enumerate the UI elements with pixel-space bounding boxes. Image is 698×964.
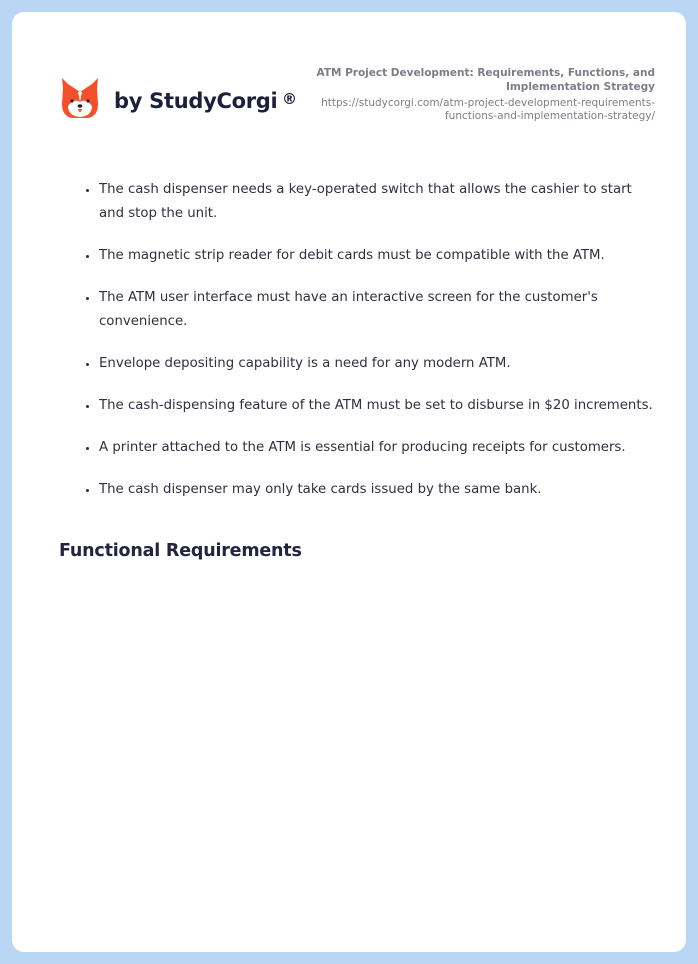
document-meta: [295, 66, 655, 123]
studycorgi-logo[interactable]: [60, 76, 297, 120]
list-item: • A printer attached to the ATM is essential for producing receipts for customers.: [99, 436, 659, 460]
list-item: • The ATM user interface must have an interactive screen for the customer's convenience.: [99, 286, 659, 334]
list-item: • The cash dispenser needs a key-operated switch that allows the cashier to start and stop the unit.: [99, 178, 659, 226]
document-title: ATM Project Development: Requirements, Functions, and Implementation Strategy: [316, 67, 655, 93]
list-item: • The cash-dispensing feature of the ATM must be set to disburse in $20 increments.: [99, 394, 659, 418]
registered-mark: ®: [282, 90, 297, 108]
list-item: • The magnetic strip reader for debit cards must be compatible with the ATM.: [99, 244, 659, 268]
corgi-logo-icon: [60, 76, 100, 120]
document-url[interactable]: https://studycorgi.com/atm-project-development-requirements-functions-and-implementation-strategy/: [321, 97, 655, 122]
brand-name: by StudyCorgi: [114, 89, 278, 113]
section-heading: Functional Requirements: [59, 541, 302, 561]
list-item: • The cash dispenser may only take cards issued by the same bank.: [99, 478, 659, 502]
requirements-list: [59, 178, 659, 520]
list-item: • Envelope depositing capability is a need for any modern ATM.: [99, 352, 659, 376]
